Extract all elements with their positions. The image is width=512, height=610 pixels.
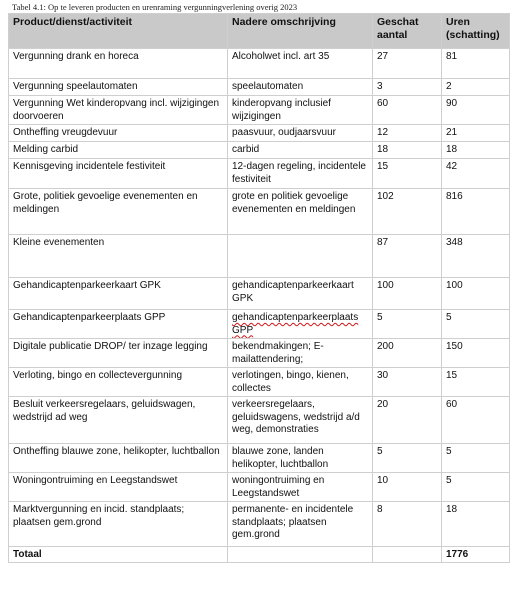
cell-omschrijving: bekendmakingen; E-mailattendering; (228, 339, 373, 368)
cell-aantal: 87 (373, 235, 442, 278)
cell-aantal: 8 (373, 502, 442, 547)
table-row (9, 444, 510, 473)
cell-aantal: 18 (373, 142, 442, 159)
cell-product: Melding carbid (9, 142, 228, 159)
cell-omschrijving: speelautomaten (228, 79, 373, 96)
cell-uren: 816 (442, 189, 510, 235)
header-omschrijving: Nadere omschrijving (228, 14, 373, 49)
table-row (9, 502, 510, 547)
cell-omschrijving: grote en politiek gevoelige evenementen en meldingen (228, 189, 373, 235)
header-product: Product/dienst/activiteit (9, 14, 228, 49)
cell-uren: 15 (442, 368, 510, 397)
cell-product: Vergunning speelautomaten (9, 79, 228, 96)
cell-product: Grote, politiek gevoelige evenementen en meldingen (9, 189, 228, 235)
products-table (8, 13, 510, 563)
cell-aantal: 5 (373, 310, 442, 339)
cell-uren: 5 (442, 310, 510, 339)
cell-product: Digitale publicatie DROP/ ter inzage legging (9, 339, 228, 368)
table-row (9, 189, 510, 235)
cell-aantal: 27 (373, 49, 442, 79)
total-aantal (373, 547, 442, 563)
cell-aantal: 60 (373, 96, 442, 125)
cell-product: Marktvergunning en incid. standplaats; plaatsen gem.grond (9, 502, 228, 547)
cell-omschrijving: woningontruiming en Leegstandswet (228, 473, 373, 502)
total-row (9, 547, 510, 563)
table-row (9, 368, 510, 397)
cell-uren: 5 (442, 473, 510, 502)
cell-omschrijving: paasvuur, oudjaarsvuur (228, 125, 373, 142)
cell-aantal: 102 (373, 189, 442, 235)
cell-uren: 81 (442, 49, 510, 79)
table-row (9, 125, 510, 142)
cell-uren: 90 (442, 96, 510, 125)
cell-product: Kennisgeving incidentele festiviteit (9, 159, 228, 189)
cell-aantal: 10 (373, 473, 442, 502)
cell-aantal: 200 (373, 339, 442, 368)
cell-uren: 150 (442, 339, 510, 368)
table-row (9, 473, 510, 502)
cell-product: Gehandicaptenparkeerplaats GPP (9, 310, 228, 339)
cell-uren: 5 (442, 444, 510, 473)
cell-product: Ontheffing vreugdevuur (9, 125, 228, 142)
cell-aantal: 100 (373, 278, 442, 310)
cell-aantal: 5 (373, 444, 442, 473)
table-row (9, 79, 510, 96)
table-row (9, 142, 510, 159)
cell-product: Woningontruiming en Leegstandswet (9, 473, 228, 502)
cell-uren: 2 (442, 79, 510, 96)
cell-omschrijving: Alcoholwet incl. art 35 (228, 49, 373, 79)
cell-aantal: 30 (373, 368, 442, 397)
cell-omschrijving: verkeersregelaars, geluidswagens, wedstrijd a/d weg, demonstraties (228, 397, 373, 444)
cell-omschrijving: permanente- en incidentele standplaats; plaatsen gem.grond (228, 502, 373, 547)
table-row (9, 49, 510, 79)
table-header-row (9, 14, 510, 49)
header-aantal: Geschat aantal (373, 14, 442, 49)
cell-omschrijving: blauwe zone, landen helikopter, luchtballon (228, 444, 373, 473)
table-row (9, 339, 510, 368)
table-row (9, 397, 510, 444)
table-row (9, 310, 510, 339)
table-row (9, 96, 510, 125)
cell-uren: 42 (442, 159, 510, 189)
total-label: Totaal (9, 547, 228, 563)
cell-uren: 100 (442, 278, 510, 310)
cell-uren: 348 (442, 235, 510, 278)
cell-aantal: 3 (373, 79, 442, 96)
table-row (9, 235, 510, 278)
cell-product: Vergunning Wet kinderopvang incl. wijzigingen doorvoeren (9, 96, 228, 125)
table-caption: Tabel 4.1: Op te leveren producten en urenraming vergunningverlening overig 2023 (12, 2, 298, 12)
cell-uren: 60 (442, 397, 510, 444)
cell-omschrijving: kinderopvang inclusief wijzigingen (228, 96, 373, 125)
cell-product: Gehandicaptenparkeerkaart GPK (9, 278, 228, 310)
cell-uren: 18 (442, 142, 510, 159)
cell-uren: 21 (442, 125, 510, 142)
cell-product: Verloting, bingo en collectevergunning (9, 368, 228, 397)
cell-omschrijving (228, 235, 373, 278)
table-row (9, 278, 510, 310)
cell-product: Vergunning drank en horeca (9, 49, 228, 79)
cell-product: Ontheffing blauwe zone, helikopter, luchtballon (9, 444, 228, 473)
total-omschrijving (228, 547, 373, 563)
cell-product: Kleine evenementen (9, 235, 228, 278)
cell-aantal: 15 (373, 159, 442, 189)
cell-omschrijving: carbid (228, 142, 373, 159)
cell-aantal: 20 (373, 397, 442, 444)
cell-uren: 18 (442, 502, 510, 547)
cell-aantal: 12 (373, 125, 442, 142)
table-row (9, 159, 510, 189)
header-uren: Uren (schatting) (442, 14, 510, 49)
cell-omschrijving: gehandicaptenparkeerkaart GPK (228, 278, 373, 310)
cell-omschrijving: gehandicaptenparkeerplaats GPP (228, 310, 373, 339)
cell-omschrijving: verlotingen, bingo, kienen, collectes (228, 368, 373, 397)
cell-product: Besluit verkeersregelaars, geluidswagen, wedstrijd ad weg (9, 397, 228, 444)
cell-omschrijving: 12-dagen regeling, incidentele festiviteit (228, 159, 373, 189)
total-uren: 1776 (442, 547, 510, 563)
